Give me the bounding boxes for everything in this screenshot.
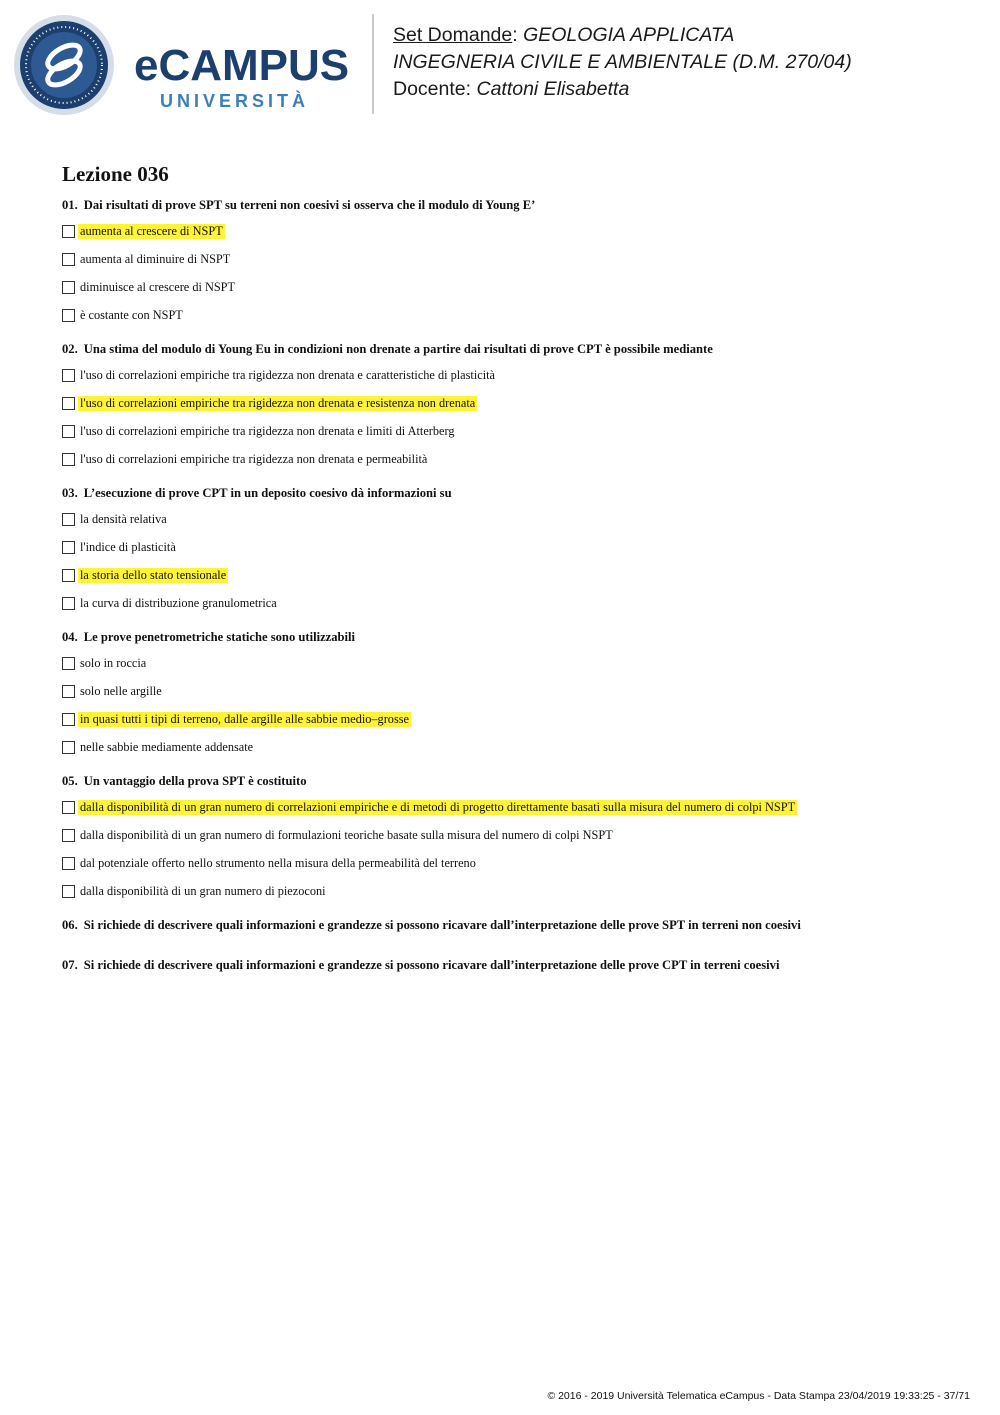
question (62, 197, 962, 329)
lesson-title: Lezione 036 (62, 162, 169, 186)
question-text: L’esecuzione di prove CPT in un deposito coesivo dà informazioni su (83, 486, 452, 500)
answer-checkbox[interactable] (62, 369, 75, 382)
answer-text: dal potenziale offerto nello strumento nella misura della permeabilità del terreno (80, 855, 476, 870)
header-subject-line (393, 22, 993, 49)
header-info (393, 22, 993, 103)
answer-checkbox[interactable] (62, 453, 75, 466)
answer-checkbox[interactable] (62, 225, 75, 238)
question-text: Una stima del modulo di Young Eu in condizioni non drenate a partire dai risultati di prove CPT è possibile mediante (83, 342, 713, 356)
answer-checkbox[interactable] (62, 569, 75, 582)
answer-text: dalla disponibilità di un gran numero di correlazioni empiriche e di metodi di progetto direttamente basati sulla misura del numero di colpi NSPT (80, 799, 796, 814)
answer-text: l'uso di correlazioni empiriche tra rigidezza non drenata e caratteristiche di plasticità (80, 367, 495, 382)
question (62, 341, 962, 473)
answer-option[interactable] (62, 589, 962, 617)
answer-option[interactable] (62, 821, 962, 849)
question-number: 04. (62, 630, 78, 644)
answer-option[interactable] (62, 217, 962, 245)
question-number: 03. (62, 486, 78, 500)
page-header (0, 0, 1000, 130)
open-question (62, 957, 962, 997)
answer-checkbox[interactable] (62, 281, 75, 294)
answer-text: in quasi tutti i tipi di terreno, dalle argille alle sabbie medio–grosse (80, 711, 409, 726)
question-number: 01. (62, 198, 78, 212)
answer-option[interactable] (62, 649, 962, 677)
answer-option[interactable] (62, 301, 962, 329)
answer-text: dalla disponibilità di un gran numero di formulazioni teoriche basate sulla misura del numero di colpi NSPT (80, 827, 613, 842)
course: INGEGNERIA CIVILE E AMBIENTALE (D.M. 270/04) (393, 51, 852, 73)
answer-text: la storia dello stato tensionale (80, 567, 227, 582)
answer-checkbox[interactable] (62, 713, 75, 726)
question-text: Si richiede di descrivere quali informazioni e grandezze si possono ricavare dall’interpretazione delle prove CPT in terreni coesivi (83, 958, 780, 972)
answer-text: diminuisce al crescere di NSPT (80, 279, 236, 294)
answer-text: solo in roccia (80, 655, 147, 670)
answer-checkbox[interactable] (62, 397, 75, 410)
teacher-label: Docente: (393, 78, 472, 100)
logo-brand-sub: UNIVERSITÀ (160, 91, 310, 111)
answer-option[interactable] (62, 677, 962, 705)
teacher-name: Cattoni Elisabetta (476, 78, 630, 100)
answer-option[interactable] (62, 417, 962, 445)
open-question (62, 917, 962, 957)
answer-option[interactable] (62, 793, 962, 821)
answer-option[interactable] (62, 505, 962, 533)
answer-option[interactable] (62, 733, 962, 761)
question-number: 02. (62, 342, 78, 356)
answer-text: l'indice di plasticità (80, 539, 176, 554)
question-number: 07. (62, 958, 78, 972)
set-label-colon: : (512, 24, 524, 46)
answer-option[interactable] (62, 361, 962, 389)
subject: GEOLOGIA APPLICATA (523, 24, 735, 46)
answer-checkbox[interactable] (62, 597, 75, 610)
answer-checkbox[interactable] (62, 801, 75, 814)
answer-text: l'uso di correlazioni empiriche tra rigidezza non drenata e permeabilità (80, 451, 428, 466)
answer-option[interactable] (62, 561, 962, 589)
question (62, 629, 962, 761)
answer-text: la curva di distribuzione granulometrica (80, 595, 277, 610)
set-label: Set Domande (393, 24, 513, 46)
answer-text: l'uso di correlazioni empiriche tra rigidezza non drenata e resistenza non drenata (80, 395, 476, 410)
answer-option[interactable] (62, 445, 962, 473)
answer-checkbox[interactable] (62, 741, 75, 754)
question-number: 05. (62, 774, 78, 788)
logo-brand-text: eCAMPUS (134, 41, 350, 90)
answer-checkbox[interactable] (62, 541, 75, 554)
question (62, 485, 962, 617)
answer-option[interactable] (62, 245, 962, 273)
answer-text: aumenta al crescere di NSPT (80, 223, 223, 238)
answer-text: dalla disponibilità di un gran numero di piezoconi (80, 883, 326, 898)
answer-text: è costante con NSPT (80, 307, 183, 322)
answer-option[interactable] (62, 877, 962, 905)
question-number: 06. (62, 918, 78, 932)
answer-option[interactable] (62, 389, 962, 417)
question (62, 773, 962, 905)
answer-option[interactable] (62, 705, 962, 733)
answer-text: la densità relativa (80, 511, 167, 526)
answer-text: solo nelle argille (80, 683, 162, 698)
answer-option[interactable] (62, 849, 962, 877)
page-footer: © 2016 - 2019 Università Telematica eCampus - Data Stampa 23/04/2019 19:33:25 - 37/71 (547, 1390, 970, 1402)
ecampus-logo (14, 15, 359, 117)
question-text: Le prove penetrometriche statiche sono utilizzabili (83, 630, 356, 644)
questions-list (62, 197, 962, 997)
answer-checkbox[interactable] (62, 253, 75, 266)
answer-text: aumenta al diminuire di NSPT (80, 251, 231, 266)
question-text: Dai risultati di prove SPT su terreni non coesivi si osserva che il modulo di Young E’ (83, 198, 536, 212)
header-teacher-line (393, 76, 993, 103)
answer-text: l'uso di correlazioni empiriche tra rigidezza non drenata e limiti di Atterberg (80, 423, 455, 438)
answer-checkbox[interactable] (62, 657, 75, 670)
question-text: Si richiede di descrivere quali informazioni e grandezze si possono ricavare dall’interpretazione delle prove SPT in terreni non coesivi (83, 918, 801, 932)
answer-checkbox[interactable] (62, 309, 75, 322)
answer-checkbox[interactable] (62, 513, 75, 526)
answer-checkbox[interactable] (62, 857, 75, 870)
answer-checkbox[interactable] (62, 885, 75, 898)
answer-checkbox[interactable] (62, 829, 75, 842)
answer-checkbox[interactable] (62, 685, 75, 698)
answer-text: nelle sabbie mediamente addensate (80, 739, 254, 754)
question-text: Un vantaggio della prova SPT è costituito (83, 774, 307, 788)
answer-option[interactable] (62, 273, 962, 301)
answer-checkbox[interactable] (62, 425, 75, 438)
answer-option[interactable] (62, 533, 962, 561)
header-divider (372, 14, 374, 114)
